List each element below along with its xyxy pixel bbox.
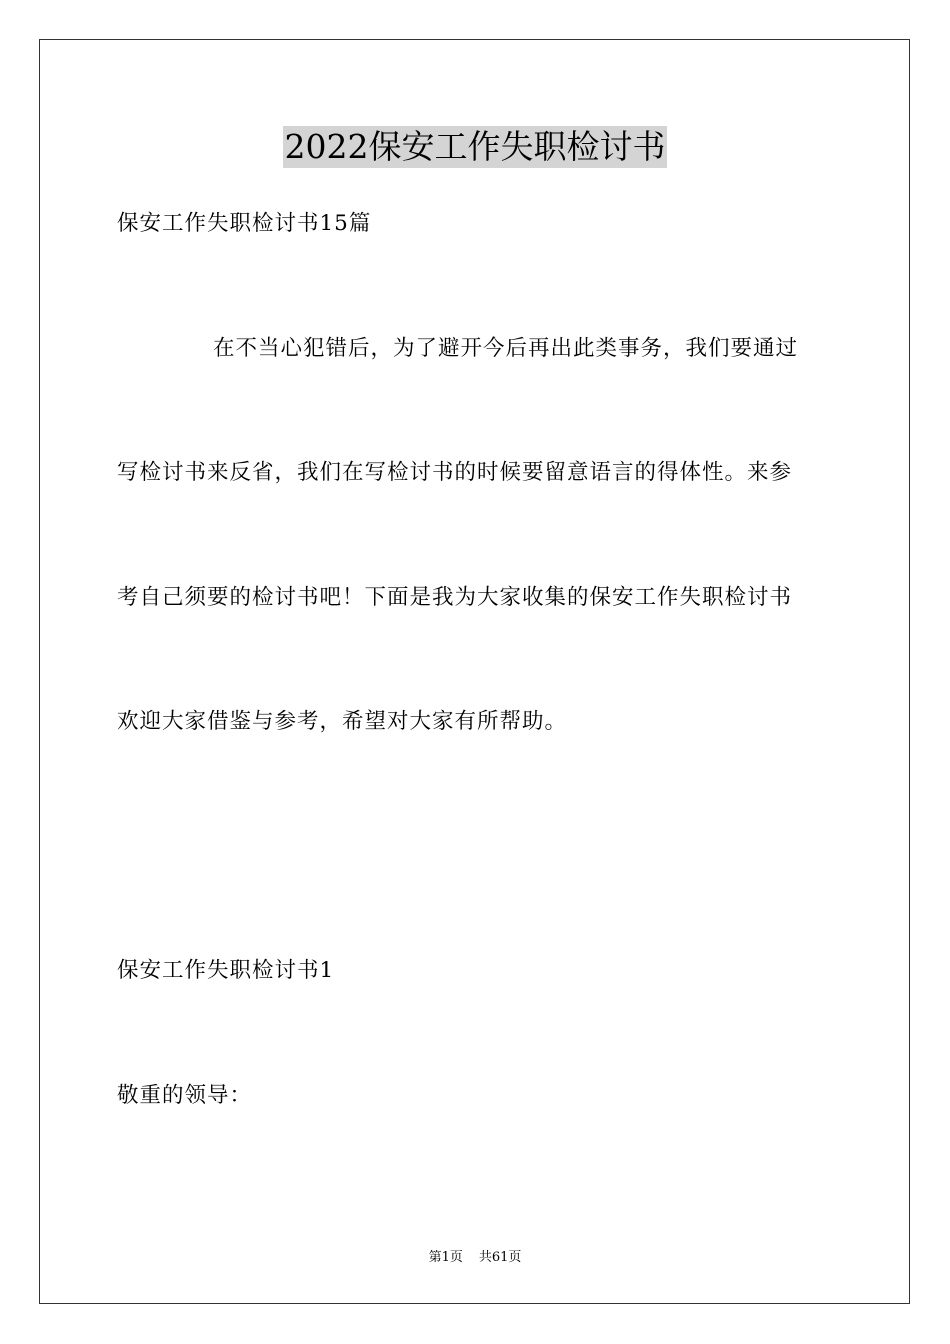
intro-line-2: 写检讨书来反省，我们在写检讨书的时候要留意语言的得体性。来参 (117, 460, 793, 485)
page-footer (0, 1249, 950, 1267)
subtitle: 保安工作失职检讨书15篇 (117, 211, 372, 236)
salutation: 敬重的领导： (117, 1083, 253, 1108)
page-total: 共61页 (478, 1250, 522, 1265)
title-container (0, 126, 950, 168)
intro-line-4: 欢迎大家借鉴与参考，希望对大家有所帮助。 (117, 709, 568, 734)
section-heading: 保安工作失职检讨书1 (117, 958, 335, 983)
intro-line-1: 在不当心犯错后，为了避开今后再出此类事务，我们要通过 (213, 336, 799, 361)
intro-line-3: 考自己须要的检讨书吧！下面是我为大家收集的保安工作失职检讨书 (117, 585, 793, 610)
document-title: 2022保安工作失职检讨书 (284, 127, 666, 166)
page-number: 第1页 (428, 1250, 463, 1265)
